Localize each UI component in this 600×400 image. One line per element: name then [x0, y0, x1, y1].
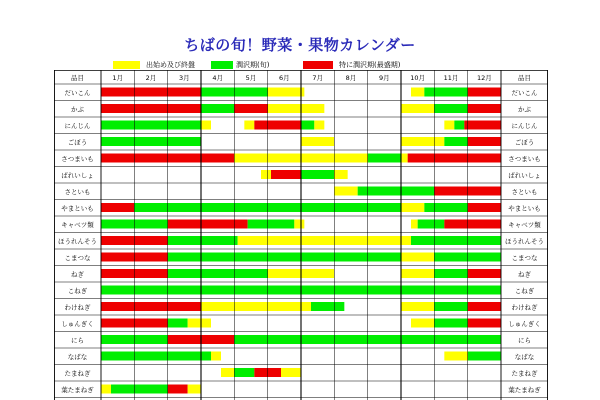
month-header-1: 1月 [112, 74, 123, 82]
item-name-left: だいこん [64, 89, 91, 97]
period-bar-green [301, 121, 314, 130]
item-name-left: にら [71, 336, 84, 345]
period-bar-red [168, 220, 248, 229]
item-name-left: こねぎ [67, 287, 88, 295]
period-bar-green [424, 88, 467, 97]
period-bar-yellow [401, 104, 434, 113]
legend [0, 60, 600, 70]
item-name-right: かぶ [518, 105, 531, 114]
period-bar-green [234, 368, 254, 377]
period-bar-green [434, 319, 467, 328]
period-bar-green [434, 302, 467, 311]
item-name-right: にら [518, 336, 531, 345]
period-bar-green [411, 236, 501, 245]
period-bar-yellow [411, 319, 434, 328]
period-bar-green [101, 352, 211, 361]
period-bar-yellow [268, 88, 305, 97]
header-item-left: 品目 [71, 74, 84, 82]
period-bar-yellow [221, 368, 234, 377]
period-bar-yellow [261, 170, 271, 179]
month-header-7: 7月 [312, 74, 323, 82]
period-bar-green [424, 203, 467, 212]
item-name-right: ほうれんそう [505, 237, 544, 246]
month-header-8: 8月 [345, 74, 357, 82]
period-bar-yellow [401, 253, 434, 262]
period-bar-yellow [444, 121, 454, 130]
legend-swatch-abundant [211, 61, 233, 69]
item-name-left: ごぼう [67, 138, 88, 147]
period-bar-yellow [238, 236, 411, 245]
period-bar-yellow [188, 319, 211, 328]
item-name-left: ばれいしょ [61, 171, 94, 180]
item-name-left: かぶ [71, 105, 84, 114]
month-header-4: 4月 [212, 74, 223, 82]
period-bar-yellow [444, 352, 467, 361]
item-name-left: ほうれんそう [58, 237, 97, 246]
period-bar-yellow [314, 121, 324, 130]
period-bar-yellow [301, 137, 334, 146]
period-bar-red [168, 385, 188, 394]
item-name-right: こまつな [511, 254, 538, 262]
period-bar-red [408, 154, 501, 163]
period-bar-yellow [268, 104, 325, 113]
item-name-left: わけねぎ [64, 303, 91, 312]
period-bar-green [168, 253, 401, 262]
period-bar-green [168, 269, 268, 278]
period-bar-red [468, 302, 501, 311]
period-bar-green [201, 104, 234, 113]
period-bar-red [468, 137, 501, 146]
period-bar-yellow [401, 302, 434, 311]
item-name-right: にんじん [511, 122, 538, 130]
item-name-right: ねぎ [518, 270, 531, 279]
item-name-right: たまねぎ [511, 369, 538, 378]
item-name-left: キャベツ類 [61, 221, 94, 229]
period-bar-green [101, 137, 201, 146]
item-name-left: ねぎ [71, 270, 84, 279]
legend-swatch-peak [303, 61, 333, 69]
period-bar-yellow [401, 203, 424, 212]
period-bar-green [454, 121, 464, 130]
period-bar-green [111, 385, 168, 394]
period-bar-yellow [201, 302, 311, 311]
period-bar-red [468, 269, 501, 278]
month-header-11: 11月 [443, 74, 459, 82]
period-bar-green [168, 236, 238, 245]
item-name-right: こねぎ [514, 287, 535, 295]
period-bar-green [248, 220, 295, 229]
period-bar-yellow [401, 154, 408, 163]
period-bar-red [101, 203, 134, 212]
legend-label-early-late: 出始め及び終盤 [146, 61, 195, 69]
legend-swatch-early-late [113, 61, 140, 69]
period-bar-red [468, 88, 501, 97]
period-bar-yellow [201, 121, 211, 130]
period-bar-green [301, 170, 334, 179]
month-header-6: 6月 [279, 74, 290, 82]
period-bar-yellow [101, 385, 111, 394]
page-title: ちばの旬！野菜・果物カレンダー [184, 36, 416, 54]
item-name-right: さつまいも [508, 155, 541, 163]
month-header-10: 10月 [410, 74, 426, 82]
month-header-12: 12月 [476, 74, 492, 82]
item-name-right: さといも [511, 188, 538, 196]
item-name-left: しゅんぎく [61, 320, 94, 328]
item-name-right: やまといも [508, 204, 541, 213]
period-bar-green [434, 269, 467, 278]
period-bar-green [468, 352, 501, 361]
period-bar-red [101, 302, 201, 311]
item-name-right: わけねぎ [511, 303, 538, 312]
period-bar-yellow [401, 269, 434, 278]
item-name-left: にんじん [64, 122, 91, 130]
period-bar-green [444, 137, 467, 146]
item-name-left: こまつな [64, 254, 91, 262]
item-name-right: ごぼう [514, 138, 535, 147]
item-name-left: やまといも [61, 204, 94, 213]
item-name-right: なばな [514, 353, 535, 361]
period-bar-red [468, 104, 501, 113]
period-bar-red [468, 319, 501, 328]
period-bar-red [444, 220, 501, 229]
item-name-right: だいこん [511, 89, 538, 97]
month-header-9: 9月 [379, 74, 390, 82]
header-item-right: 品目 [518, 74, 531, 82]
period-bar-red [468, 203, 501, 212]
period-bar-green [101, 121, 201, 130]
item-name-left: なばな [67, 353, 88, 361]
item-name-right: ばれいしょ [508, 171, 541, 180]
period-bar-green [418, 220, 445, 229]
legend-label-peak: 特に潤沢期(最盛期) [339, 61, 401, 69]
period-bar-red [254, 121, 301, 130]
period-bar-yellow [244, 121, 254, 130]
item-name-left: さつまいも [61, 155, 94, 163]
month-header-3: 3月 [179, 74, 190, 82]
period-bar-green [358, 187, 435, 196]
period-bar-yellow [334, 170, 347, 179]
period-bar-green [168, 319, 188, 328]
period-bar-red [101, 104, 201, 113]
period-bar-green [434, 104, 467, 113]
item-name-right: キャベツ類 [508, 221, 541, 229]
produce-calendar [54, 70, 548, 400]
period-bar-yellow [401, 137, 444, 146]
item-name-right: 葉たまねぎ [508, 386, 541, 394]
period-bar-yellow [294, 220, 304, 229]
item-name-left: 葉たまねぎ [61, 386, 94, 394]
period-bar-yellow [211, 352, 221, 361]
period-bar-yellow [334, 187, 357, 196]
month-header-2: 2月 [145, 74, 157, 82]
period-bar-yellow [281, 368, 301, 377]
item-name-left: さといも [64, 188, 91, 196]
period-bar-red [271, 170, 301, 179]
period-bar-red [234, 104, 267, 113]
month-header-5: 5月 [245, 74, 257, 82]
period-bar-red [101, 88, 201, 97]
period-bar-yellow [411, 88, 424, 97]
legend-label-abundant: 潤沢期(旬) [236, 61, 270, 69]
item-name-left: たまねぎ [64, 369, 91, 378]
period-bar-yellow [411, 220, 418, 229]
period-bar-yellow [188, 385, 201, 394]
period-bar-red [464, 121, 501, 130]
period-bar-green [368, 154, 401, 163]
period-bar-green [311, 302, 344, 311]
item-name-right: しゅんぎく [508, 320, 541, 328]
